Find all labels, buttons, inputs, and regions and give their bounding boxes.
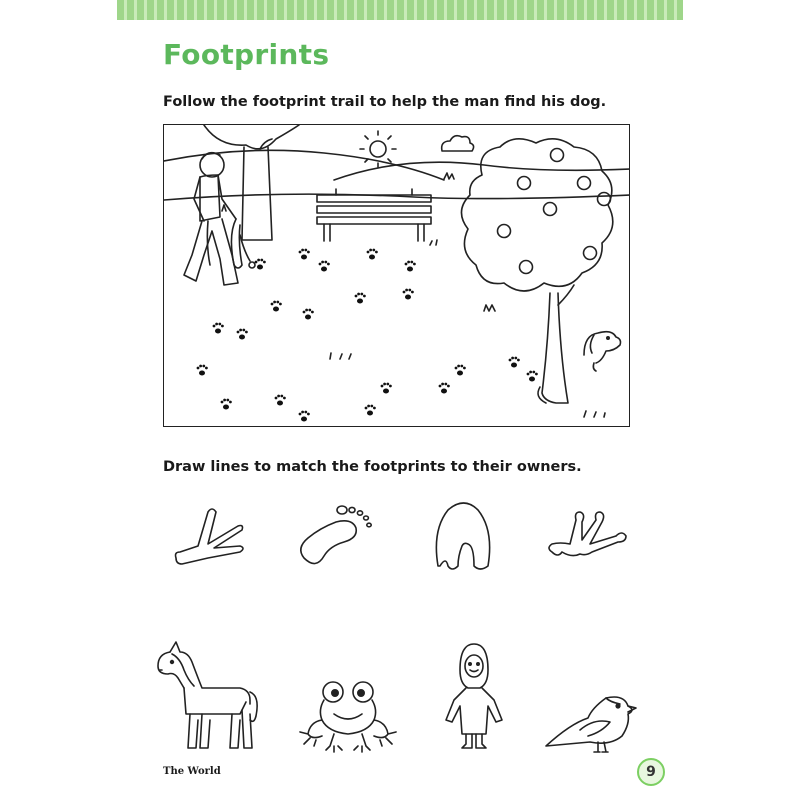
paw-print-icon [365, 405, 376, 416]
horse-icon[interactable] [150, 640, 270, 755]
paw-print-icon [299, 411, 310, 422]
dog-icon [538, 332, 621, 403]
horseshoe-print-icon[interactable] [418, 500, 508, 575]
trail-instruction: Follow the footprint trail to help the man find his dog. [163, 94, 607, 110]
page-title: Footprints [163, 38, 330, 71]
match-instruction: Draw lines to match the footprints to their owners. [163, 459, 582, 475]
footer-section-label: The World [163, 766, 221, 777]
paw-print-icon [213, 323, 224, 334]
paw-print-icon [355, 293, 366, 304]
human-footprint-icon[interactable] [290, 500, 380, 575]
girl-icon[interactable] [424, 640, 544, 755]
apple-tree-icon [461, 139, 612, 403]
paw-print-icon [221, 399, 232, 410]
paw-print-icon [237, 329, 248, 340]
paw-print-icon [381, 383, 392, 394]
paw-print-icon [439, 383, 450, 394]
paw-print-icon [255, 259, 266, 270]
paw-print-icon [527, 371, 538, 382]
top-decorative-stripe [117, 0, 683, 20]
paw-print-icon [275, 395, 286, 406]
paw-print-icon [319, 261, 330, 272]
bird-icon[interactable] [540, 640, 660, 755]
bird-footprint-icon[interactable] [168, 500, 258, 575]
hills-background [164, 150, 630, 200]
page-number: 9 [637, 758, 665, 786]
paw-print-icon [403, 289, 414, 300]
trail-scene [163, 124, 630, 427]
paw-print-icon [303, 309, 314, 320]
frog-footprint-icon[interactable] [540, 500, 630, 575]
grass-tufts [222, 173, 605, 417]
man-icon [184, 153, 255, 285]
paw-print-icon [405, 261, 416, 272]
paw-print-icon [455, 365, 466, 376]
paw-print-icon [197, 365, 208, 376]
frog-icon[interactable] [288, 640, 408, 755]
paw-print-icon [271, 301, 282, 312]
cloud-icon [442, 136, 474, 151]
paw-print-icon [299, 249, 310, 260]
paw-print-icon [367, 249, 378, 260]
paw-print-icon [509, 357, 520, 368]
paw-prints [197, 249, 538, 422]
